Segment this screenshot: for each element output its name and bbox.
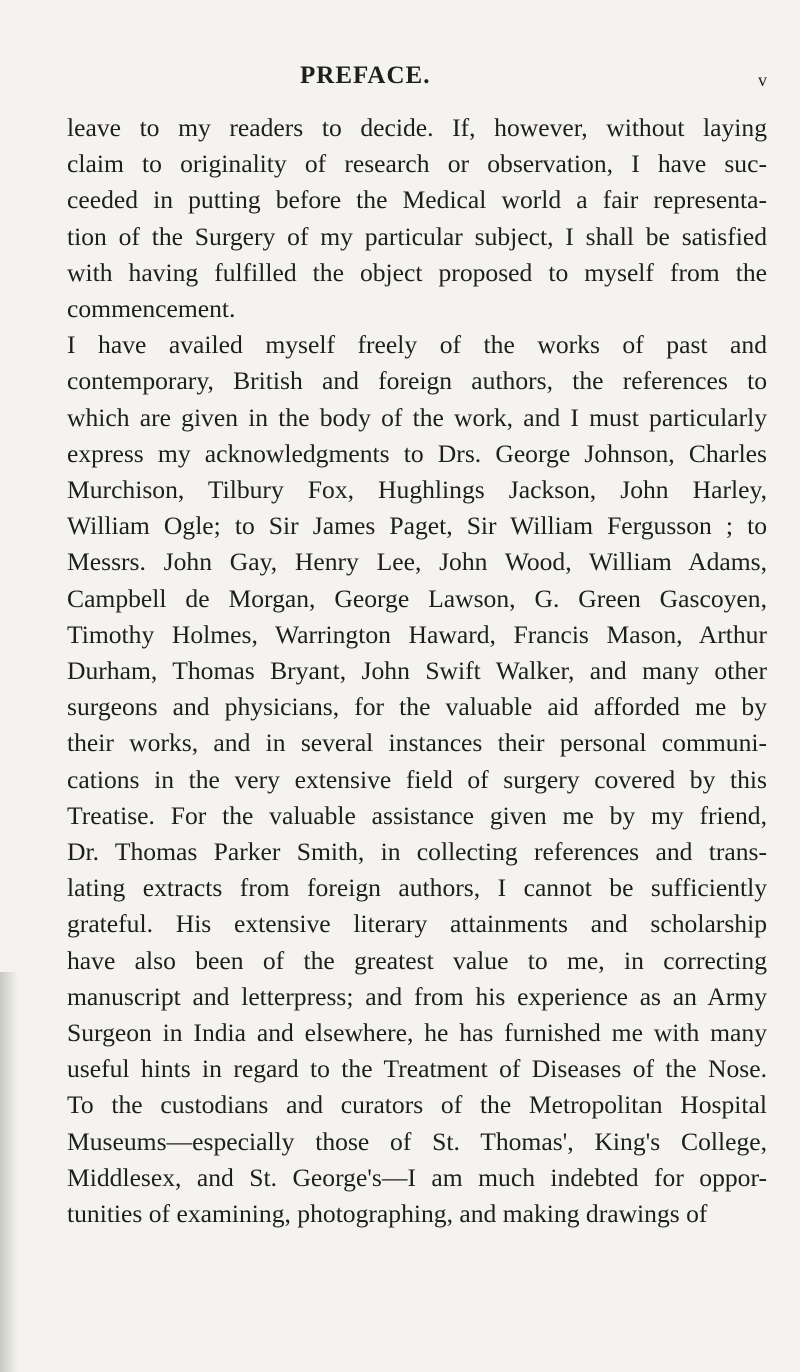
- text-line: Campbell de Morgan, George Lawson, G. Green Gascoyen,: [67, 583, 767, 613]
- text-line: tunities of examining, photographing, and making drawings of: [67, 1199, 708, 1229]
- text-line: cations in the very extensive field of surgery covered by this: [67, 764, 767, 794]
- text-line: contemporary, British and foreign authors, the references to: [67, 366, 767, 396]
- text-line: have also been of the greatest value to me, in correcting: [67, 945, 767, 975]
- text-line: Surgeon in India and elsewhere, he has furnished me with many: [67, 1018, 767, 1048]
- text-line: which are given in the body of the work, and I must particularly: [67, 402, 767, 432]
- text-line: surgeons and physicians, for the valuable aid afforded me by: [67, 692, 767, 722]
- text-line: Middlesex, and St. George's—I am much indebted for oppor-: [67, 1162, 767, 1192]
- text-line: tion of the Surgery of my particular subject, I shall be satisfied: [67, 221, 767, 251]
- text-line: Treatise. For the valuable assistance given me by my friend,: [67, 800, 767, 830]
- text-line: grateful. His extensive literary attainments and scholarship: [67, 909, 767, 939]
- text-line: lating extracts from foreign authors, I cannot be sufficiently: [67, 873, 767, 903]
- text-line: commencement.: [67, 294, 236, 324]
- page-edge-shadow: [0, 972, 18, 1372]
- text-line: I have availed myself freely of the works of past and: [67, 330, 767, 360]
- text-line: ceeded in putting before the Medical world a fair representa-: [67, 185, 767, 215]
- text-line: Dr. Thomas Parker Smith, in collecting references and trans-: [67, 837, 767, 867]
- text-line: To the custodians and curators of the Metropolitan Hospital: [67, 1090, 767, 1120]
- text-line: their works, and in several instances their personal communi-: [67, 728, 767, 758]
- text-line: with having fulfilled the object proposed to myself from the: [67, 257, 767, 287]
- text-line: Museums—especially those of St. Thomas', King's College,: [67, 1126, 767, 1156]
- text-line: Murchison, Tilbury Fox, Hughlings Jackson, John Harley,: [67, 475, 767, 505]
- page-number: v: [758, 70, 767, 90]
- text-line: useful hints in regard to the Treatment of Diseases of the Nose.: [67, 1054, 767, 1084]
- text-line: express my acknowledgments to Drs. George Johnson, Charles: [67, 438, 767, 468]
- text-line: Messrs. John Gay, Henry Lee, John Wood, William Adams,: [67, 547, 767, 577]
- running-title: PREFACE.: [300, 62, 431, 89]
- text-line: leave to my readers to decide. If, however, without laying: [67, 113, 767, 142]
- text-line: claim to originality of research or observation, I have suc-: [67, 149, 767, 179]
- text-line: William Ogle; to Sir James Paget, Sir William Fergusson ; to: [67, 511, 767, 541]
- body-text: [67, 110, 767, 1232]
- page-header: [0, 62, 800, 102]
- text-line: Durham, Thomas Bryant, John Swift Walker, and many other: [67, 656, 767, 686]
- text-line: Timothy Holmes, Warrington Haward, Francis Mason, Arthur: [67, 619, 767, 649]
- text-line: manuscript and letterpress; and from his experience as an Army: [67, 981, 767, 1011]
